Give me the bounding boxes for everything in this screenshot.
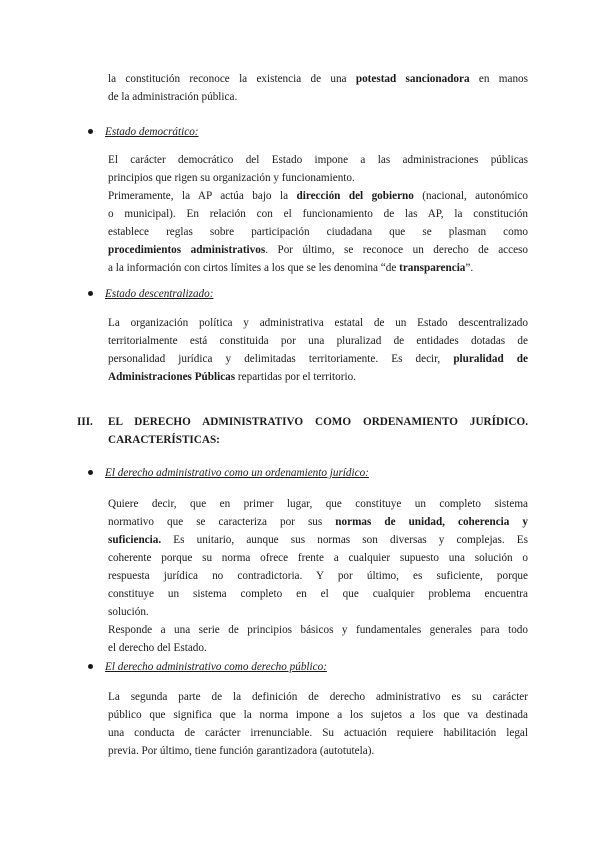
text-line: la constitución reconoce la existencia de una potestad sancionadora en manos [108,73,528,85]
text-line: una conducta de carácter irrenunciable. Su actuación requiere habilitación legal [108,727,528,739]
bullet-item-descentralizado [88,286,213,302]
bullet-icon [88,664,93,669]
text-line: público que significa que la norma impone a los sujetos a los que va destinada [108,709,528,721]
text-line: principios que rigen su organización y funcionamiento. [108,172,355,184]
section-title-line: CARACTERÍSTICAS: [108,434,220,446]
text-line: territorialmente está constituida por una pluralizad de entidades dotadas de [108,335,528,347]
text-line: Responde a una serie de principios básicos y fundamentales generales para todo [108,624,528,636]
text-line: respuesta jurídica no contradictoria. Y por último, es suficiente, porque [108,570,528,582]
text-line: normativo que se caracteriza por sus normas de unidad, coherencia y [108,516,528,528]
paragraph-derecho-publico [108,688,528,760]
paragraph-potestad [108,70,528,106]
section-title [108,413,528,449]
text-line: Administraciones Públicas repartidas por el territorio. [108,371,356,383]
text-line: personalidad jurídica y delimitadas territoriamente. Es decir, pluralidad de [108,353,528,365]
bullet-icon [88,129,93,134]
bullet-icon [88,291,93,296]
text-line: o municipal). En relación con el funcionamiento de las AP, la constitución [108,208,528,220]
text-line: a la información con cirtos límites a los que se les denomina “de transparencia”. [108,262,474,274]
text-line: La segunda parte de la definición de derecho administrativo es su carácter [108,691,528,703]
text-line: previa. Por último, tiene función garantizadora (autotutela). [108,745,375,757]
text-line: solución. [108,606,149,618]
section-title-line: EL DERECHO ADMINISTRATIVO COMO ORDENAMIENTO JURÍDICO. [108,416,528,428]
text-line: Primeramente, la AP actúa bajo la dirección del gobierno (nacional, autonómico [108,190,528,202]
paragraph-descentralizado [108,314,528,386]
bullet-item-ordenamiento [88,465,369,481]
text-line: El carácter democrático del Estado impone a las administraciones públicas [108,154,528,166]
paragraph-ordenamiento [108,495,528,657]
text-line: de la administración pública. [108,91,238,103]
bullet-heading: Estado democrático: [105,126,199,138]
section-number: III. [77,416,93,428]
bullet-item-derecho-publico [88,659,327,675]
paragraph-democratico [108,151,528,277]
text-line: constituye un sistema completo en el que cualquier problema encuentra [108,588,528,600]
text-line: coherente porque su norma ofrece frente a cualquier supuesto una solución o [108,552,528,564]
text-line: Quiere decir, que en primer lugar, que constituye un completo sistema [108,498,528,510]
bullet-icon [88,470,93,475]
bullet-heading: Estado descentralizado: [105,288,214,300]
bullet-heading: El derecho administrativo como un ordenamiento jurídico: [105,467,369,479]
text-line: suficiencia. Es unitario, aunque sus normas son diversas y complejas. Es [108,534,528,546]
text-line: procedimientos administrativos. Por último, se reconoce un derecho de acceso [108,244,529,256]
bullet-heading: El derecho administrativo como derecho público: [105,661,327,673]
text-line: La organización política y administrativa estatal de un Estado descentralizado [108,317,528,329]
text-line: el derecho del Estado. [108,642,207,654]
bullet-item-democratico [88,124,199,140]
text-line: establece reglas sobre participación ciudadana que se plasman como [108,226,528,238]
